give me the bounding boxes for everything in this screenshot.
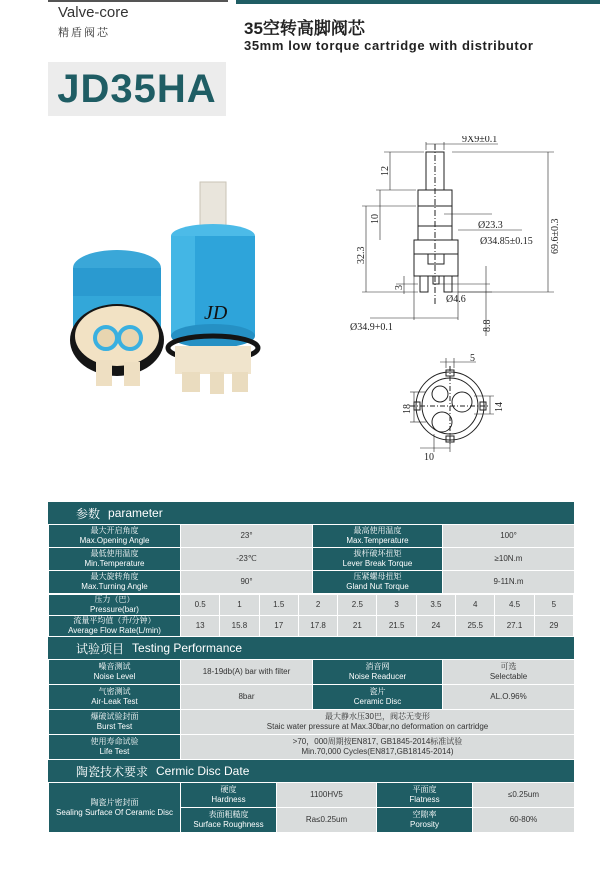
value-ceramic-disc: AL.O.96% <box>443 685 575 710</box>
testing-table <box>48 659 575 760</box>
label-max-opening-angle: 最大开启角度 Max.Opening Angle <box>49 525 181 548</box>
front-cartridge <box>168 182 258 394</box>
label-lever-break-torque: 拔杆破坏扭矩 Lever Break Torque <box>313 548 443 571</box>
dim-bottom-5: 5 <box>470 353 475 364</box>
testing-section-header <box>48 637 574 659</box>
brand-name-cn: 精盾阀芯 <box>58 27 110 39</box>
model-number: JD35HA <box>57 66 217 111</box>
parameter-table <box>48 524 575 594</box>
value-max-temperature: 100° <box>443 525 575 548</box>
pressure-cell: 2 <box>298 595 337 616</box>
dim-top-square: 9X9±0.1 <box>462 136 498 145</box>
brand-name-en: Valve-core <box>58 4 129 21</box>
dim-body-diameter: Ø34.85±0.15 <box>480 236 533 247</box>
label-noise-reducer: 消音网 Noise Readucer <box>313 660 443 685</box>
value-hardness: 1100HV5 <box>277 783 377 808</box>
value-flatness: ≤0.25um <box>473 783 575 808</box>
label-ceramic-disc: 瓷片 Ceramic Disc <box>313 685 443 710</box>
label-surface-roughness: 表面粗糙度 Surface Roughness <box>181 808 277 833</box>
table-row <box>49 616 574 637</box>
label-flatness: 平面度 Flatness <box>377 783 473 808</box>
label-noise-level: 噪音测试 Noise Level <box>49 660 181 685</box>
label-air-leak: 气密测试 Air-Leak Test <box>49 685 181 710</box>
parameter-title-en: parameter <box>108 506 163 520</box>
value-lever-break-torque: ≥10N.m <box>443 548 575 571</box>
flow-cell: 29 <box>534 616 573 637</box>
spec-tables <box>48 502 574 833</box>
pressure-cell: 3 <box>377 595 416 616</box>
dim-bottom-18: 18 <box>402 404 413 414</box>
dim-pin-diameter: Ø4.6 <box>446 294 466 305</box>
flow-cell: 25.5 <box>456 616 495 637</box>
value-air-leak: 8bar <box>181 685 313 710</box>
dim-height-10: 10 <box>370 214 381 224</box>
pressure-cell: 4.5 <box>495 595 534 616</box>
flow-cell: 17.8 <box>298 616 337 637</box>
value-surface-roughness: Ra≤0.25um <box>277 808 377 833</box>
label-min-temperature: 最低使用温度 Min.Temperature <box>49 548 181 571</box>
flow-cell: 21 <box>338 616 377 637</box>
label-max-temperature: 最高使用温度 Max.Temperature <box>313 525 443 548</box>
value-porosity: 60-80% <box>473 808 575 833</box>
value-max-turning-angle: 90° <box>181 571 313 594</box>
pressure-cell: 1.5 <box>259 595 298 616</box>
value-noise-reducer: 可选 Selectable <box>443 660 575 685</box>
table-row <box>49 710 575 735</box>
value-gland-nut-torque: 9-11N.m <box>443 571 575 594</box>
ceramic-table <box>48 782 575 833</box>
table-row <box>49 525 575 548</box>
parameter-section-header <box>48 502 574 524</box>
flow-cell: 15.8 <box>220 616 259 637</box>
flow-cell: 13 <box>181 616 220 637</box>
back-cartridge <box>70 250 164 386</box>
label-life-test: 使用寿命试验 Life Test <box>49 735 181 760</box>
pressure-cell: 5 <box>534 595 573 616</box>
table-row <box>49 685 575 710</box>
table-row <box>49 783 575 808</box>
value-noise-level: 18-19db(A) bar with filter <box>181 660 313 685</box>
flow-cell: 24 <box>416 616 455 637</box>
parameter-title-cn: 参数 <box>76 506 101 521</box>
label-porosity: 空隙率 Porosity <box>377 808 473 833</box>
label-gland-nut-torque: 压紧螺母扭矩 Gland Nut Torque <box>313 571 443 594</box>
dim-inner-diameter: Ø23.3 <box>478 220 503 231</box>
bottom-view-drawing <box>380 352 520 462</box>
value-max-opening-angle: 23° <box>181 525 313 548</box>
brand-top-rule <box>48 0 228 2</box>
pressure-cell: 3.5 <box>416 595 455 616</box>
model-plate <box>48 62 226 116</box>
title-bar <box>236 0 600 4</box>
ceramic-title-cn: 陶瓷技术要求 <box>76 764 149 779</box>
dim-base-diameter: Ø34.9+0.1 <box>350 322 393 333</box>
dim-height-88: 8.8 <box>482 319 493 332</box>
testing-title-cn: 试验项目 <box>76 641 125 656</box>
side-view-outline <box>414 144 458 306</box>
product-title-cn: 35空转高脚阀芯 <box>244 19 365 38</box>
ceramic-title-en: Cermic Disc Date <box>156 764 250 778</box>
dim-height-3: 3 <box>394 285 405 290</box>
ceramic-section-header <box>48 760 574 782</box>
side-view-drawing <box>340 136 580 346</box>
dim-height-12: 12 <box>380 166 391 176</box>
label-sealing-surface: 陶瓷片密封面 Sealing Surface Of Ceramic Disc <box>49 783 181 833</box>
table-row <box>49 595 574 616</box>
dim-bottom-14: 14 <box>494 402 505 412</box>
value-min-temperature: -23℃ <box>181 548 313 571</box>
table-row <box>49 548 575 571</box>
pressure-cell: 1 <box>220 595 259 616</box>
table-row <box>49 571 575 594</box>
pressure-cell: 2.5 <box>338 595 377 616</box>
table-row <box>49 660 575 685</box>
table-row <box>49 735 575 760</box>
flow-cell: 17 <box>259 616 298 637</box>
label-hardness: 硬度 Hardness <box>181 783 277 808</box>
flow-cell: 21.5 <box>377 616 416 637</box>
label-max-turning-angle: 最大旋转角度 Max.Turning Angle <box>49 571 181 594</box>
product-title-en: 35mm low torque cartridge with distributor <box>244 38 534 53</box>
dim-height-32: 32.3 <box>356 246 367 264</box>
flow-cell: 27.1 <box>495 616 534 637</box>
flow-table <box>48 594 574 637</box>
product-photo <box>62 176 272 406</box>
label-flow-rate: 流量平均值（升/分钟） Average Flow Rate(L/min) <box>49 616 181 637</box>
label-pressure: 压力（巴） Pressure(bar) <box>49 595 181 616</box>
label-burst-test: 爆破试验封面 Burst Test <box>49 710 181 735</box>
dim-height-69: 69.6±0.3 <box>550 218 561 254</box>
testing-title-en: Testing Performance <box>132 641 243 655</box>
value-burst-test: 最大静水压30巴，阀芯无变形 Staic water pressure at Max.30bar,no deformation on cartridge <box>181 710 575 735</box>
pressure-cell: 0.5 <box>181 595 220 616</box>
dim-bottom-10: 10 <box>424 452 434 462</box>
value-life-test: >70，000周期按EN817, GB1845-2014标准试验 Min.70,000 Cycles(EN817,GB18145-2014) <box>181 735 575 760</box>
photo-logo: JD <box>204 302 228 324</box>
pressure-cell: 4 <box>456 595 495 616</box>
